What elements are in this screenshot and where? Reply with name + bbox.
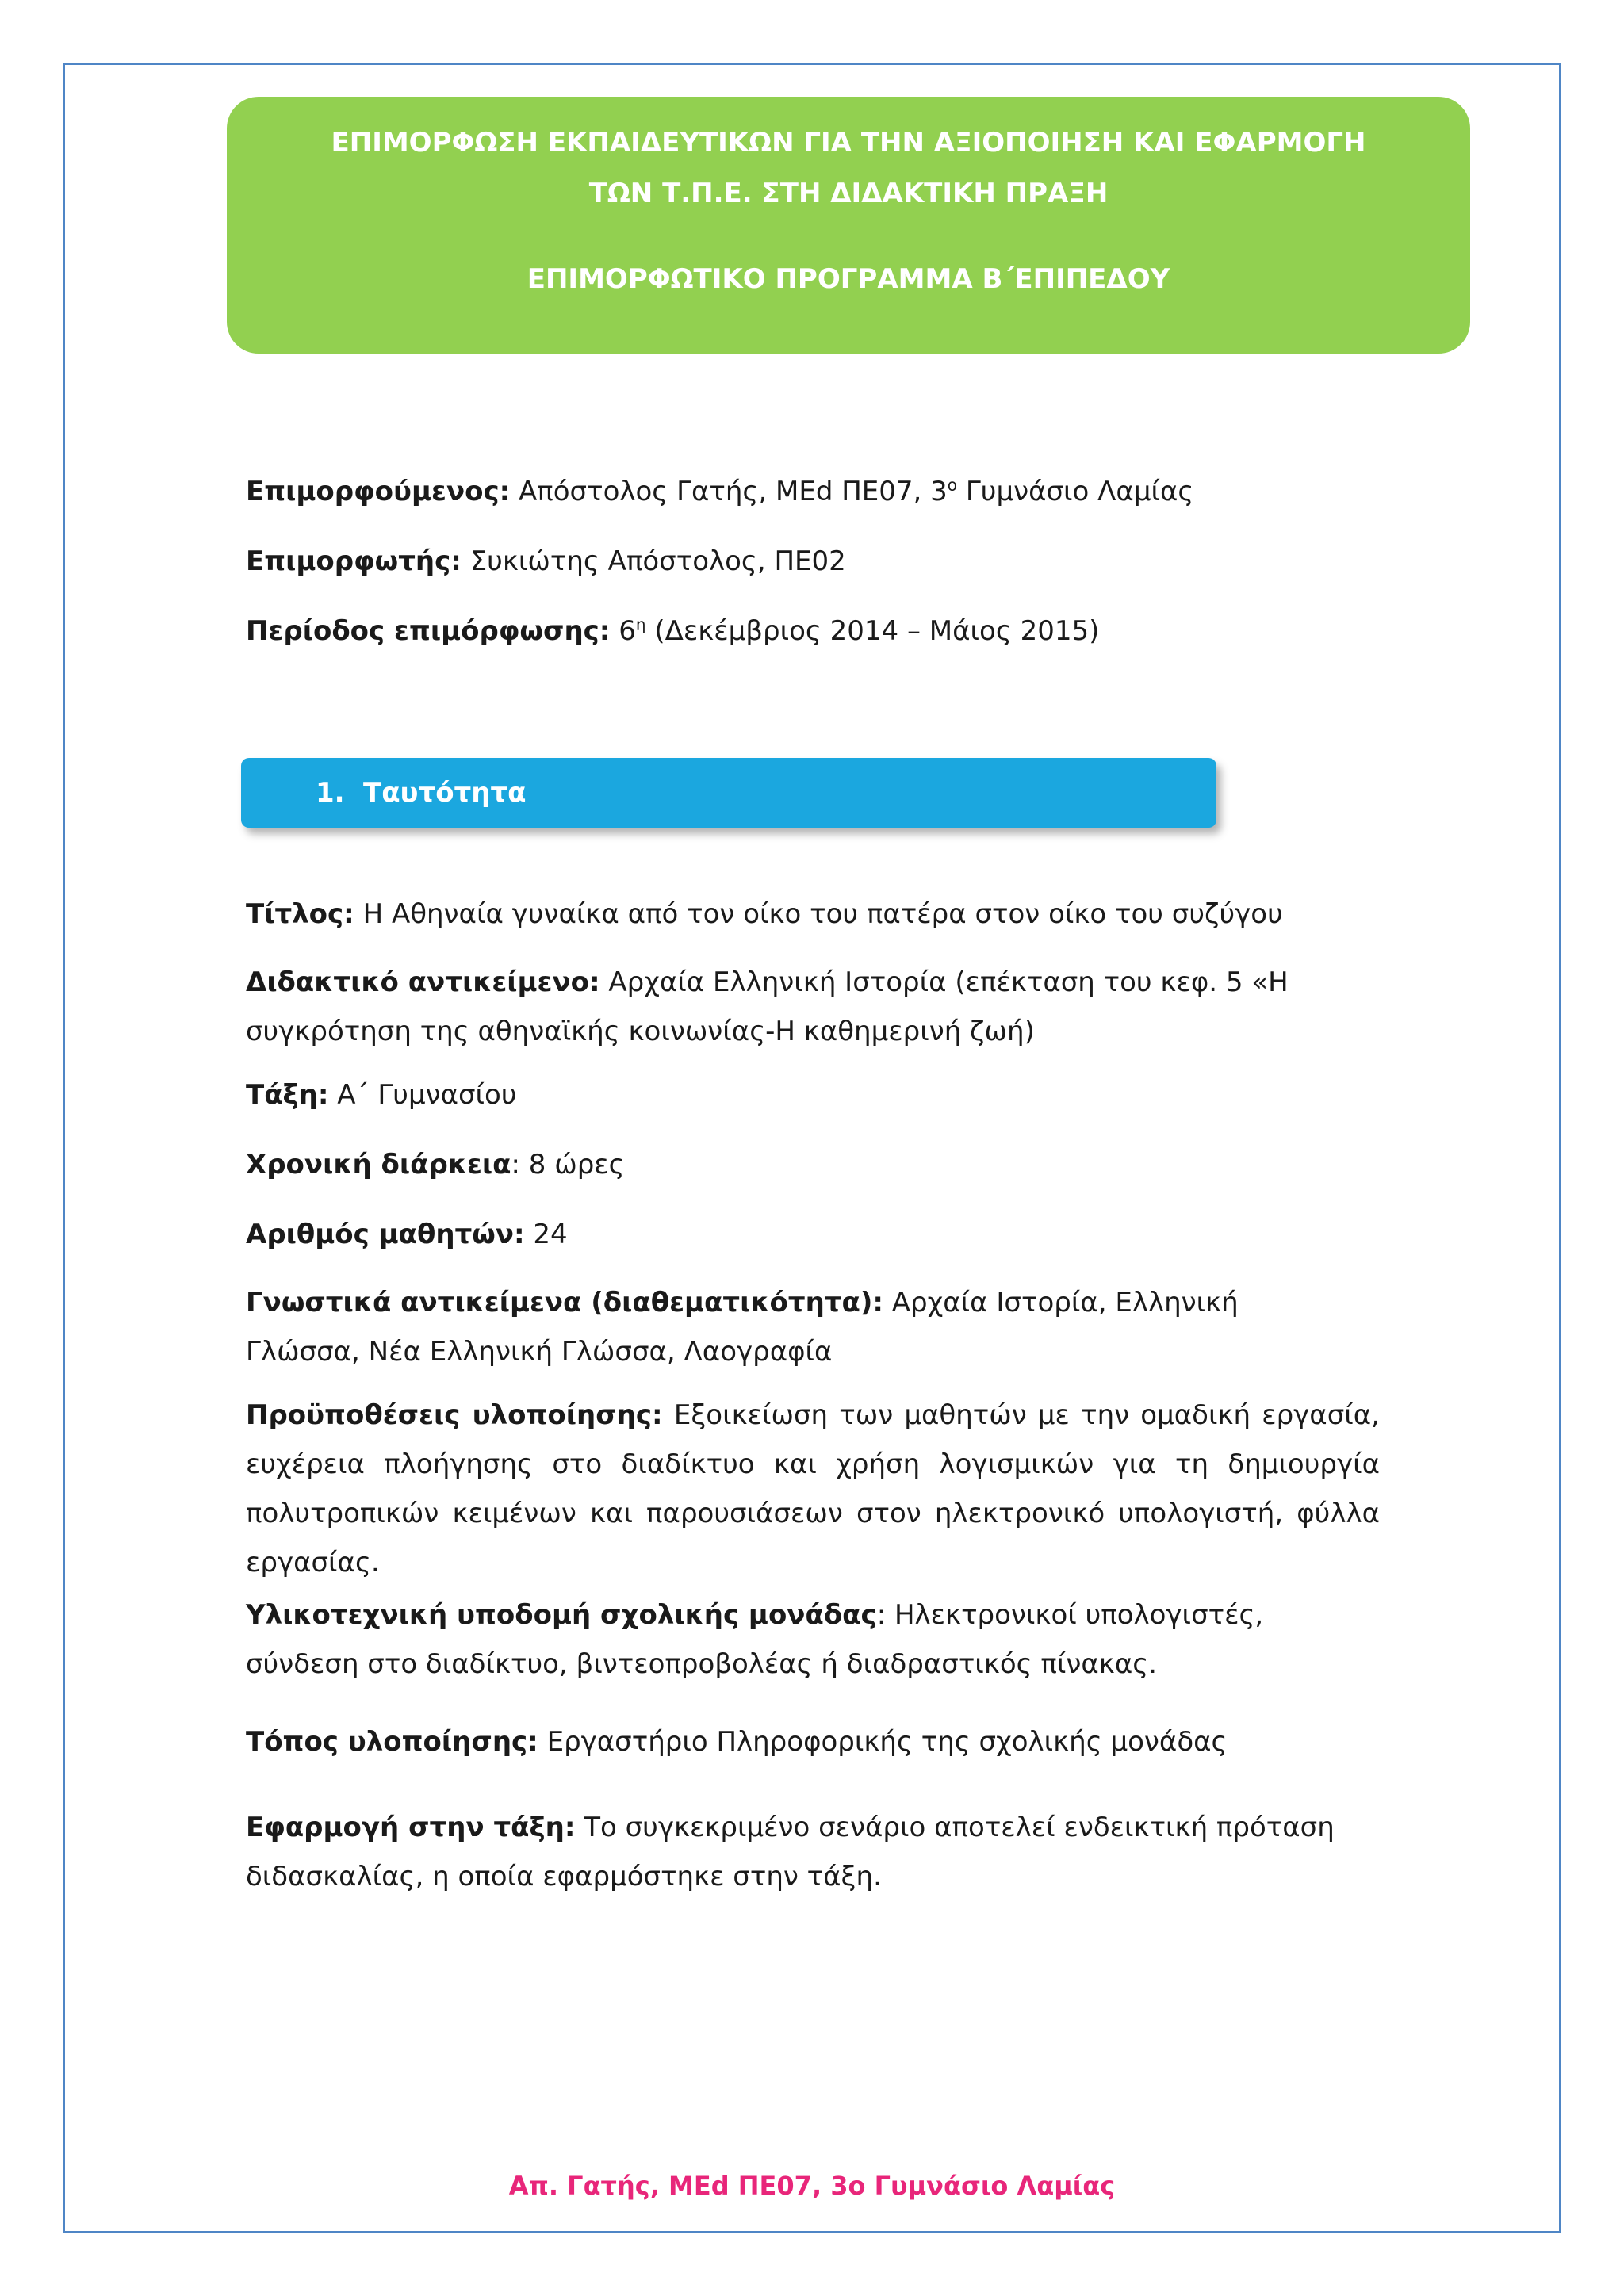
period-ordinal: η [635,614,646,634]
students-value: 24 [524,1219,568,1250]
duration-field [246,1140,1380,1189]
subject-label: Διδακτικό αντικείμενο: [246,966,600,998]
section-number: 1. [316,777,345,809]
title-field [246,890,1380,939]
footer-author: Απ. Γατής, MEd ΠΕ07, 3ο Γυμνάσιο Λαμίας [508,2171,1116,2201]
students-field [246,1210,1380,1259]
duration-label: Χρονική διάρκεια [246,1149,511,1181]
application-label: Εφαρμογή στην τάξη: [246,1812,576,1843]
trainee-label: Επιμορφούμενος: [246,476,511,507]
section-label: Ταυτότητα [363,777,527,809]
trainee-ordinal: ο [947,475,958,495]
cognitive-field [246,1278,1340,1376]
students-label: Αριθμός μαθητών: [246,1219,525,1250]
banner-title-line-1: ΕΠΙΜΟΡΦΩΣΗ ΕΚΠΑΙΔΕΥΤΙΚΩΝ ΓΙΑ ΤΗΝ ΑΞΙΟΠΟΙΗΣΗ ΚΑΙ ΕΦΑΡΜΟΓΗ [331,127,1366,159]
banner-title-line-2: ΤΩΝ Τ.Π.Ε. ΣΤΗ ΔΙΔΑΚΤΙΚΗ ΠΡΑΞΗ [588,178,1109,209]
cognitive-value: Αρχαία Ιστορία, Ελληνική Γλώσσα, Νέα Ελληνική Γλώσσα, Λαογραφία [246,1287,1239,1368]
banner-subtitle: ΕΠΙΜΟΡΦΩΤΙΚΟ ΠΡΟΓΡΑΜΜΑ Β΄ΕΠΙΠΕΔΟΥ [527,263,1170,295]
infrastructure-field [246,1590,1380,1689]
prerequisites-value: Εξοικείωση των μαθητών με την ομαδική εργασία, ευχέρεια πλοήγησης στο διαδίκτυο και χρήση λογισμικών για τη δημιουργία πολυτροπικών κειμένων και παρουσιάσεων στον ηλεκτρονικό υπολογιστή, φύλλα εργασίας. [246,1399,1380,1578]
period-dates: (Δεκέμβριος 2014 – Μάιος 2015) [645,615,1100,647]
section-heading-identity [241,758,1216,828]
period-label: Περίοδος επιμόρφωσης: [246,615,611,647]
class-field [246,1070,1380,1119]
prerequisites-field [246,1391,1380,1587]
subject-field [246,958,1380,1056]
period-number: 6 [610,615,636,647]
duration-value: : 8 ώρες [511,1149,625,1181]
cognitive-label: Γνωστικά αντικείμενα (διαθεματικότητα): [246,1287,883,1318]
application-value: Το συγκεκριμένο σενάριο αποτελεί ενδεικτική πρόταση διδασκαλίας, η οποία εφαρμόστηκε στην τάξη. [246,1812,1335,1892]
header-banner [227,97,1470,354]
subject-value: Αρχαία Ελληνική Ιστορία (επέκταση του κεφ. 5 «Η συγκρότηση της αθηναϊκής κοινωνίας-Η καθημερινή ζωή) [246,966,1289,1047]
infrastructure-label: Υλικοτεχνική υποδομή σχολικής μονάδας [246,1599,877,1631]
prerequisites-label: Προϋποθέσεις υλοποίησης: [246,1399,663,1431]
place-field [246,1717,1380,1766]
trainer-value: Συκιώτης Απόστολος, ΠΕ02 [461,545,846,577]
place-value: Εργαστήριο Πληροφορικής της σχολικής μονάδας [538,1726,1228,1758]
infrastructure-value: : Ηλεκτρονικοί υπολογιστές, σύνδεση στο διαδίκτυο, βιντεοπροβολέας ή διαδραστικός πίνακας. [246,1599,1264,1680]
class-label: Τάξη: [246,1079,329,1111]
trainer-label: Επιμορφωτής: [246,545,462,577]
trainee-line [246,476,1193,507]
class-value: Α΄ Γυμνασίου [328,1079,517,1111]
trainee-value: Απόστολος Γατής, MEd ΠΕ07, 3 [510,476,948,507]
trainee-school: Γυμνάσιο Λαμίας [957,476,1194,507]
period-line [246,615,1099,647]
title-value: Η Αθηναία γυναίκα από τον οίκο του πατέρα στον οίκο του συζύγου [354,898,1283,930]
application-field [246,1803,1380,1901]
trainer-line [246,545,846,577]
place-label: Τόπος υλοποίησης: [246,1726,538,1758]
title-label: Τίτλος: [246,898,354,930]
